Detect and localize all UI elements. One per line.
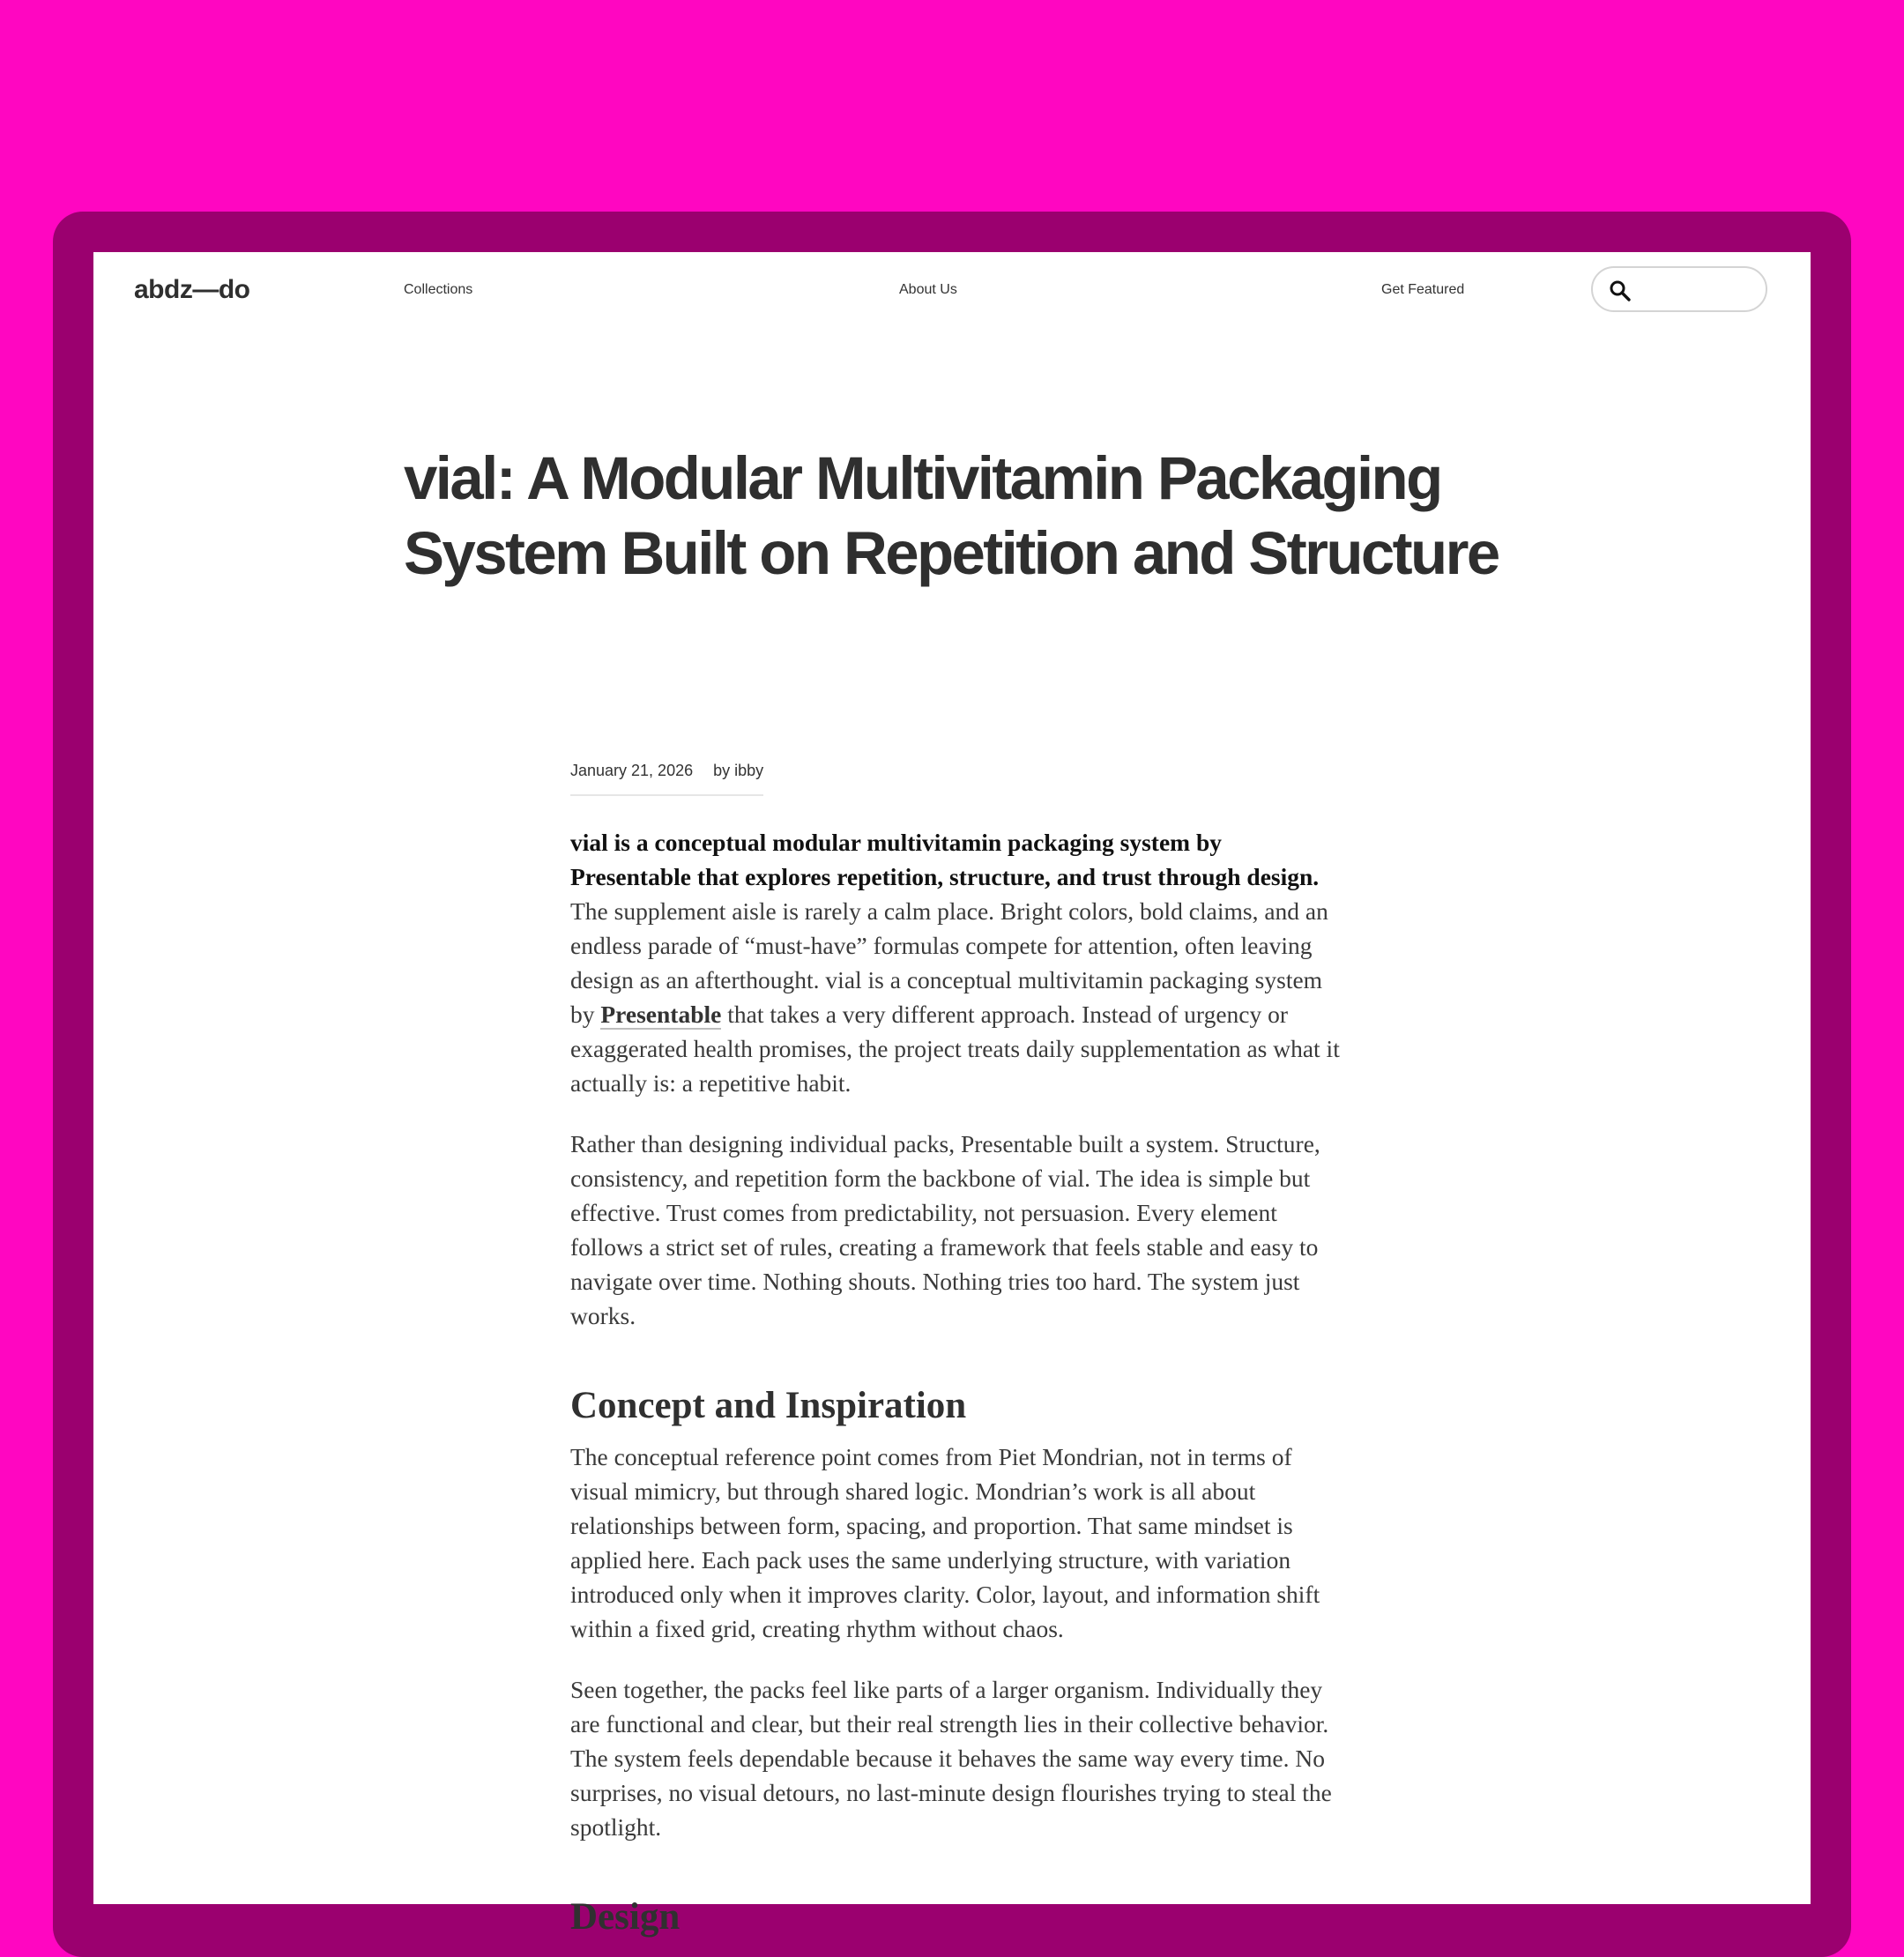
intro-lead: vial is a conceptual modular multivitamin packaging system by Presentable that explores repetition, structure, and trust through design. xyxy=(570,829,1320,890)
nav-collections[interactable]: Collections xyxy=(404,282,473,297)
intro-text-after-link: that takes a very different approach. Instead of urgency or exaggerated health promises, the project treats daily supplementation as what it actually is: a repetitive habit. xyxy=(570,1001,1340,1097)
browser-page xyxy=(93,252,1811,1938)
presentable-link[interactable]: Presentable xyxy=(600,1001,722,1028)
intro-text-before-link: The supplement aisle is rarely a calm place. Bright colors, bold claims, and an endless parade of “must-have” formulas compete for attention, often leaving design as an afterthought. vial is a conceptual multivitamin packaging system by xyxy=(570,897,1328,1028)
concept-paragraph-2: Seen together, the packs feel like parts of a larger organism. Individually they are functional and clear, but their real strength lies in their collective behavior. The system feels dependable because it behaves the same way every time. No surprises, no visual detours, no last-minute design flourishes trying to steal the spotlight. xyxy=(570,1676,1332,1841)
search-input[interactable] xyxy=(1640,275,1759,305)
nav-about-us[interactable]: About Us xyxy=(899,282,957,297)
author-byline xyxy=(713,762,763,779)
concept-heading: Concept and Inspiration xyxy=(570,1385,967,1426)
nav-get-featured[interactable]: Get Featured xyxy=(1381,282,1465,297)
author-prefix: by xyxy=(713,762,731,779)
article-meta xyxy=(570,762,763,796)
intro-paragraph xyxy=(570,825,1346,1100)
search-box[interactable] xyxy=(1591,266,1767,312)
author-link[interactable]: ibby xyxy=(734,762,764,779)
site-header xyxy=(93,252,1811,330)
article-title: vial: A Modular Multivitamin Packaging System Built on Repetition and Structure xyxy=(404,444,1499,587)
concept-paragraph-1: The conceptual reference point comes from Piet Mondrian, not in terms of visual mimicry, but through shared logic. Mondrian’s work is all about relationships between form, spacing, and proportion. That same mindset is applied here. Each pack uses the same underlying structure, with variation introduced only when it improves clarity. Color, layout, and information shift within a fixed grid, creating rhythm without chaos. xyxy=(570,1443,1320,1642)
search-icon[interactable] xyxy=(1609,279,1632,302)
article-body xyxy=(570,825,1346,1951)
design-heading: Design xyxy=(570,1896,681,1938)
site-logo[interactable]: abdz—do xyxy=(134,275,250,304)
article-date: January 21, 2026 xyxy=(570,762,694,779)
system-paragraph: Rather than designing individual packs, Presentable built a system. Structure, consistency, and repetition form the backbone of vial. The idea is simple but effective. Trust comes from predictability, not persuasion. Every element follows a strict set of rules, creating a framework that feels stable and easy to navigate over time. Nothing shouts. Nothing tries too hard. The system just works. xyxy=(570,1130,1320,1329)
